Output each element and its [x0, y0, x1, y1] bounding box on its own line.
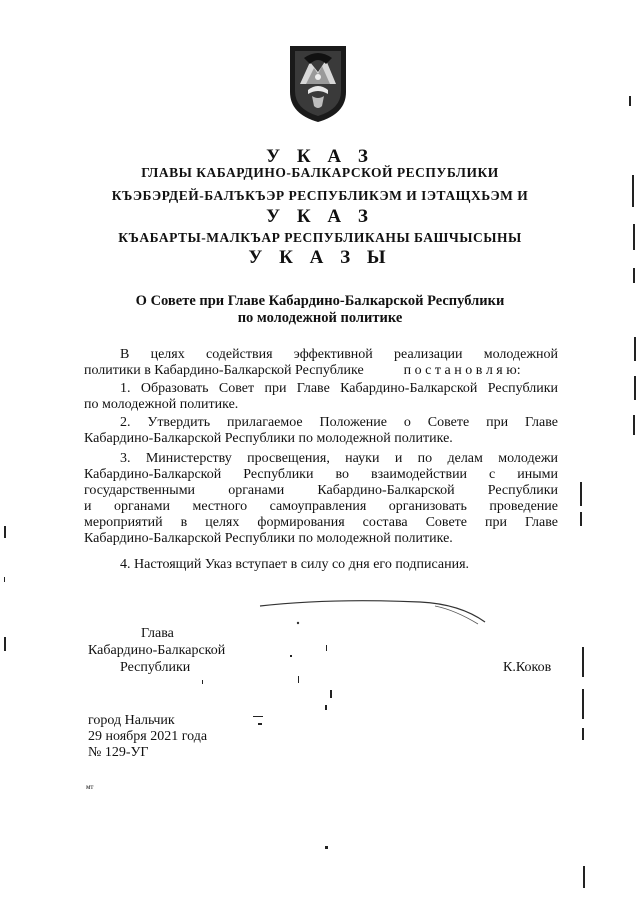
scan-mark [583, 866, 585, 888]
scan-mark [325, 846, 328, 849]
preamble-text: политики в Кабардино-Балкарской Республике [84, 363, 364, 378]
decree-heading-kab: У К А З [266, 206, 374, 227]
signatory-name: К.Коков [503, 660, 552, 675]
item-line: 1. Образовать Совет при Главе Кабардино-Балкарской Республики [120, 381, 558, 396]
coat-of-arms-emblem [286, 44, 350, 124]
resolve-word: п о с т а н о в л я ю: [403, 363, 521, 378]
preamble-line: В целях содействия эффективной реализации молодежной [120, 347, 558, 362]
scan-mark [202, 680, 203, 684]
decree-heading-krc: У К А З Ы [248, 247, 392, 268]
item-line: Кабардино-Балкарской Республики по молодежной политике. [84, 431, 453, 446]
scan-mark [4, 637, 6, 651]
item-4 [84, 557, 558, 573]
scan-mark [330, 690, 332, 698]
place-of-signing: город Нальчик [88, 713, 175, 728]
item-line: по молодежной политике. [84, 397, 239, 412]
executor-mark: мт [86, 783, 94, 791]
item-line: государственными органами Кабардино-Балкарской Республики [84, 483, 558, 498]
scan-mark [4, 526, 6, 538]
preamble-line [84, 363, 558, 379]
document-title-line: по молодежной политике [237, 310, 403, 326]
decree-subheading-krc: КЪАБАРТЫ-МАЛКЪАР РЕСПУБЛИКАНЫ БАШЧЫСЫНЫ [118, 230, 522, 245]
scan-mark [298, 676, 299, 683]
scan-mark [580, 512, 582, 526]
scan-mark [253, 716, 263, 717]
decree-subheading-kab: КЪЭБЭРДЕЙ-БАЛЪКЪЭР РЕСПУБЛИКЭМ И ІЭТАЩХЬЭМ И [111, 188, 529, 203]
signatory-position-line2: Кабардино-Балкарской [88, 643, 226, 658]
scan-mark [633, 268, 635, 283]
signatory-position-line1: Глава [141, 626, 174, 641]
item-line: и органами местного самоуправления организовать проведение [84, 499, 558, 514]
scan-mark [633, 224, 635, 250]
scan-mark [580, 482, 582, 506]
scan-mark [582, 728, 584, 740]
handwritten-signature [250, 592, 500, 642]
item-line: 2. Утвердить прилагаемое Положение о Совете при Главе [120, 415, 558, 430]
scan-mark [629, 96, 631, 106]
scan-mark [325, 705, 327, 710]
preamble [84, 347, 558, 379]
item-line: 3. Министерству просвещения, науки и по делам молодежи [120, 451, 558, 466]
document-title [0, 293, 640, 327]
decree-heading-ru: У К А З [266, 146, 374, 167]
signing-date: 29 ноября 2021 года [88, 729, 208, 744]
item-line: мероприятий в целях формирования состава Совете при Главе [84, 515, 558, 530]
item-3 [84, 451, 558, 547]
item-line: Кабардино-Балкарской Республики по молодежной политике. [84, 531, 453, 546]
scan-mark [634, 376, 636, 400]
item-2 [84, 415, 558, 447]
scan-mark [4, 577, 5, 582]
item-1 [84, 381, 558, 413]
scan-mark [582, 689, 584, 719]
scan-mark [290, 655, 292, 657]
scan-mark [258, 723, 262, 725]
scan-mark [634, 337, 636, 361]
scan-mark [633, 415, 635, 435]
decree-number: № 129-УГ [88, 745, 149, 760]
item-line: Кабардино-Балкарской Республики во взаимодействии с иными [84, 467, 558, 482]
scan-mark [632, 175, 634, 207]
document-title-line: О Совете при Главе Кабардино-Балкарской Республики [135, 293, 505, 309]
decree-subheading-ru: ГЛАВЫ КАБАРДИНО-БАЛКАРСКОЙ РЕСПУБЛИКИ [141, 165, 499, 180]
signatory-position-line3: Республики [120, 660, 191, 675]
scan-mark [326, 645, 327, 651]
item-line: 4. Настоящий Указ вступает в силу со дня его подписания. [120, 557, 470, 572]
scan-mark [582, 647, 584, 677]
